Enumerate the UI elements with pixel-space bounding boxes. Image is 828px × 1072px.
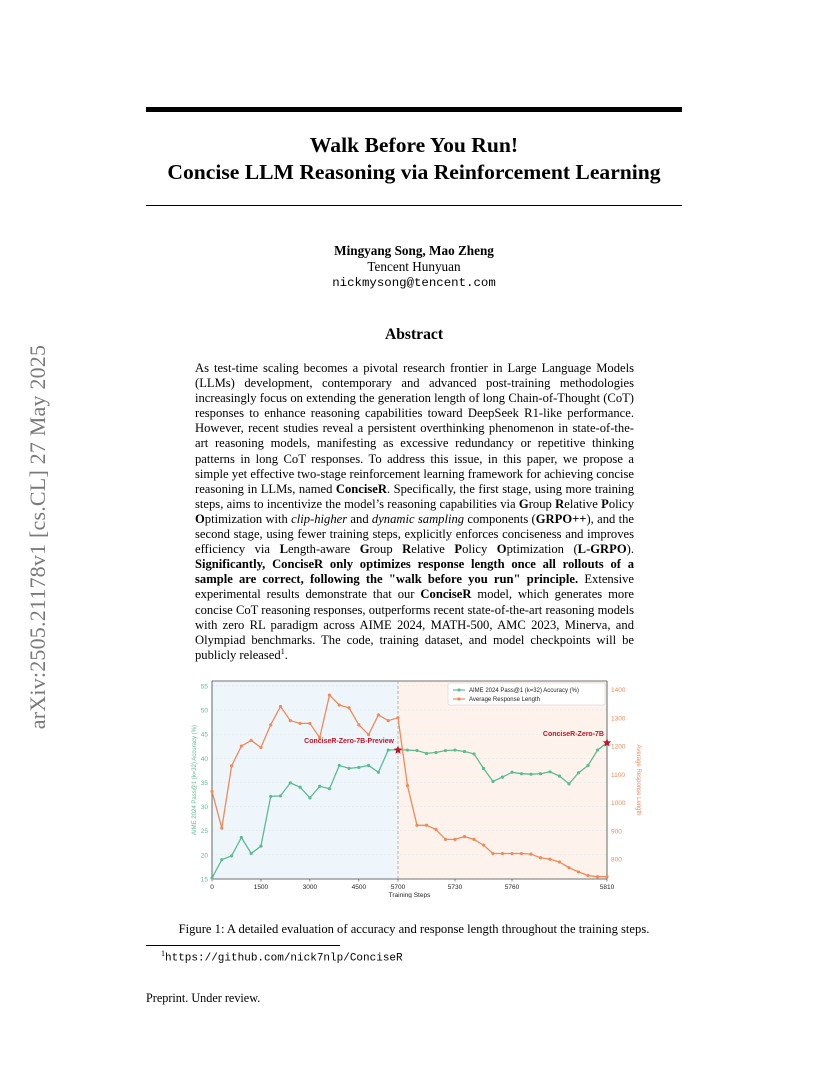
x-tick-label: 4500	[351, 884, 367, 891]
y-left-tick-label: 55	[200, 683, 208, 691]
length-point	[586, 874, 589, 877]
y-left-tick-label: 30	[200, 804, 208, 812]
length-point	[279, 705, 282, 708]
accuracy-point	[501, 776, 504, 779]
accuracy-point	[482, 767, 485, 770]
accuracy-point	[558, 775, 561, 778]
author-email[interactable]: nickmysong@tencent.com	[332, 276, 496, 290]
y-left-tick-label: 50	[200, 707, 208, 715]
accuracy-point	[230, 854, 233, 857]
footnote-rule	[146, 945, 340, 946]
accuracy-point	[596, 748, 599, 751]
legend-swatch-marker	[457, 688, 460, 691]
accuracy-point	[250, 852, 253, 855]
accuracy-point	[357, 766, 360, 769]
length-point	[240, 744, 243, 747]
x-axis-label: Training Steps	[388, 892, 431, 898]
accuracy-point	[520, 772, 523, 775]
title-bottom-rule	[146, 205, 682, 206]
y-right-tick-label: 1000	[611, 800, 626, 808]
annotation-label: ConciseR-Zero-7B-Preview	[304, 738, 394, 746]
length-point	[567, 866, 570, 869]
accuracy-point	[299, 786, 302, 789]
accuracy-point	[367, 764, 370, 767]
y-left-tick-label: 25	[200, 828, 208, 836]
chart-legend	[448, 683, 605, 705]
stage2-background	[398, 681, 607, 879]
accuracy-point	[338, 764, 341, 767]
accuracy-point	[308, 796, 311, 799]
accuracy-point	[425, 752, 428, 755]
length-point	[367, 733, 370, 736]
y-left-tick-label: 35	[200, 779, 208, 787]
legend-label: Average Response Length	[469, 697, 540, 704]
accuracy-length-chart	[146, 676, 682, 898]
length-point	[377, 713, 380, 716]
accuracy-point	[210, 876, 213, 879]
length-point	[230, 764, 233, 767]
length-point	[289, 719, 292, 722]
annotation-label: ConciseR-Zero-7B	[542, 730, 604, 738]
length-point	[482, 843, 485, 846]
accuracy-point	[377, 771, 380, 774]
footnote-number: 1	[161, 949, 165, 958]
length-point	[338, 703, 341, 706]
length-point	[269, 723, 272, 726]
length-point	[308, 722, 311, 725]
length-point	[425, 824, 428, 827]
accuracy-point	[387, 748, 390, 751]
title-line-2: Concise LLM Reasoning via Reinforcement Learning	[167, 160, 661, 184]
paper-title	[146, 132, 682, 186]
length-point	[415, 824, 418, 827]
y-right-tick-label: 1200	[611, 743, 626, 751]
title-top-rule	[146, 107, 682, 112]
legend-label: AIME 2024 Pass@1 (k=32) Accuracy (%)	[469, 688, 579, 695]
length-point	[548, 858, 551, 861]
length-point	[520, 852, 523, 855]
y-left-tick-label: 20	[200, 852, 208, 860]
x-tick-label: 1500	[253, 884, 269, 891]
x-tick-label: 5810	[599, 884, 615, 891]
footnote-link[interactable]: https://github.com/nick7nlp/ConciseR	[165, 952, 403, 965]
preprint-note: Preprint. Under review.	[146, 991, 261, 1005]
length-point	[434, 828, 437, 831]
accuracy-point	[259, 845, 262, 848]
y-left-tick-label: 45	[200, 731, 208, 739]
accuracy-point	[586, 764, 589, 767]
length-point	[259, 746, 262, 749]
figure-1	[146, 676, 682, 898]
y-right-tick-label: 1300	[611, 715, 626, 723]
accuracy-point	[472, 752, 475, 755]
x-tick-label: 5760	[504, 884, 520, 891]
y-right-tick-label: 1400	[611, 686, 626, 694]
accuracy-point	[347, 767, 350, 770]
arxiv-identifier	[18, 298, 58, 776]
length-point	[605, 875, 608, 878]
accuracy-point	[539, 772, 542, 775]
figure-caption: Figure 1: A detailed evaluation of accuracy and response length throughout the training steps.	[178, 922, 650, 936]
length-point	[387, 719, 390, 722]
abstract-heading: Abstract	[384, 326, 444, 343]
length-point	[444, 838, 447, 841]
x-tick-label: 5700	[390, 884, 406, 891]
length-point	[250, 739, 253, 742]
accuracy-point	[318, 785, 321, 788]
accuracy-point	[328, 787, 331, 790]
accuracy-point	[567, 782, 570, 785]
accuracy-point	[510, 771, 513, 774]
length-point	[347, 706, 350, 709]
footnote	[161, 949, 403, 965]
title-line-1: Walk Before You Run!	[309, 133, 519, 157]
length-point	[453, 838, 456, 841]
y-axis-right-label: Average Response Length	[635, 744, 641, 816]
y-right-tick-label: 900	[611, 828, 622, 836]
length-point	[577, 870, 580, 873]
length-point	[299, 722, 302, 725]
accuracy-point	[453, 748, 456, 751]
accuracy-point	[529, 773, 532, 776]
length-point	[406, 784, 409, 787]
accuracy-point	[577, 771, 580, 774]
x-tick-label: 5730	[447, 884, 463, 891]
y-left-tick-label: 40	[200, 755, 208, 763]
length-point	[357, 723, 360, 726]
arxiv-identifier-text: arXiv:2505.21178v1 [cs.CL] 27 May 2025	[25, 344, 50, 730]
length-point	[220, 826, 223, 829]
y-right-tick-label: 800	[611, 856, 622, 864]
stage1-background	[212, 681, 398, 879]
author-block	[146, 243, 682, 291]
affiliation: Tencent Hunyuan	[367, 259, 461, 274]
length-point	[501, 852, 504, 855]
length-point	[558, 860, 561, 863]
footnote-marker: 1	[280, 646, 285, 656]
accuracy-point	[279, 794, 282, 797]
accuracy-point	[463, 750, 466, 753]
accuracy-point	[220, 858, 223, 861]
y-right-tick-label: 1100	[611, 771, 625, 779]
length-point	[510, 852, 513, 855]
abstract-body: As test-time scaling becomes a pivotal research frontier in Large Language Models (LLMs) development, contemporary and advanced post-training methodologies increasingly focus on extending the generation length of long Chain-of-Thought (CoT) responses to enhance reasoning capabilities toward DeepSeek R1-like performance. However, recent studies reveal a persistent overthinking phenomenon in state-of-the-art reasoning models, manifesting as excessive redundancy or repetitive thinking patterns in long CoT responses. To address this issue, in this paper, we propose a simple yet effective two-stage reinforcement learning framework for achieving concise reasoning in LLMs, named ConciseR. Specifically, the first stage, using more training steps, aims to incentivize the model’s reasoning capabilities via Group Relative Policy Optimization with clip-higher and dynamic sampling components (GRPO++), and the second stage, using fewer training steps, explicitly enforces conciseness and improves efficiency via Length-aware Group Relative Policy Optimization (L-GRPO). Significantly, ConciseR only optimizes response length once all rollouts of a sample are correct, following the "walk before you run" principle. Extensive experimental results demonstrate that our ConciseR model, which generates more concise CoT reasoning responses, outperforms recent state-of-the-art reasoning models with zero RL paradigm across AIME 2024, MATH-500, AMC 2023, Minerva, and Olympiad benchmarks. The code, training dataset, and model checkpoints will be publicly released$^1$.	[195, 361, 634, 662]
x-tick-label: 3000	[302, 884, 318, 891]
length-point	[596, 875, 599, 878]
accuracy-point	[548, 770, 551, 773]
legend-swatch-marker	[457, 697, 460, 700]
accuracy-point	[269, 795, 272, 798]
length-point	[210, 790, 213, 793]
x-tick-label: 0	[210, 884, 214, 891]
length-point	[491, 852, 494, 855]
length-point	[396, 716, 399, 719]
accuracy-point	[434, 751, 437, 754]
length-point	[328, 694, 331, 697]
author-names: Mingyang Song, Mao Zheng	[334, 243, 494, 258]
accuracy-point	[289, 781, 292, 784]
length-point	[529, 853, 532, 856]
accuracy-point	[491, 780, 494, 783]
y-left-tick-label: 15	[200, 876, 208, 884]
y-axis-left-label: AIME 2024 Pass@1 (k=32) Accuracy (%)	[192, 725, 198, 835]
length-point	[539, 856, 542, 859]
accuracy-point	[415, 749, 418, 752]
length-point	[463, 835, 466, 838]
length-point	[472, 838, 475, 841]
accuracy-point	[444, 749, 447, 752]
accuracy-point	[240, 836, 243, 839]
accuracy-point	[406, 748, 409, 751]
